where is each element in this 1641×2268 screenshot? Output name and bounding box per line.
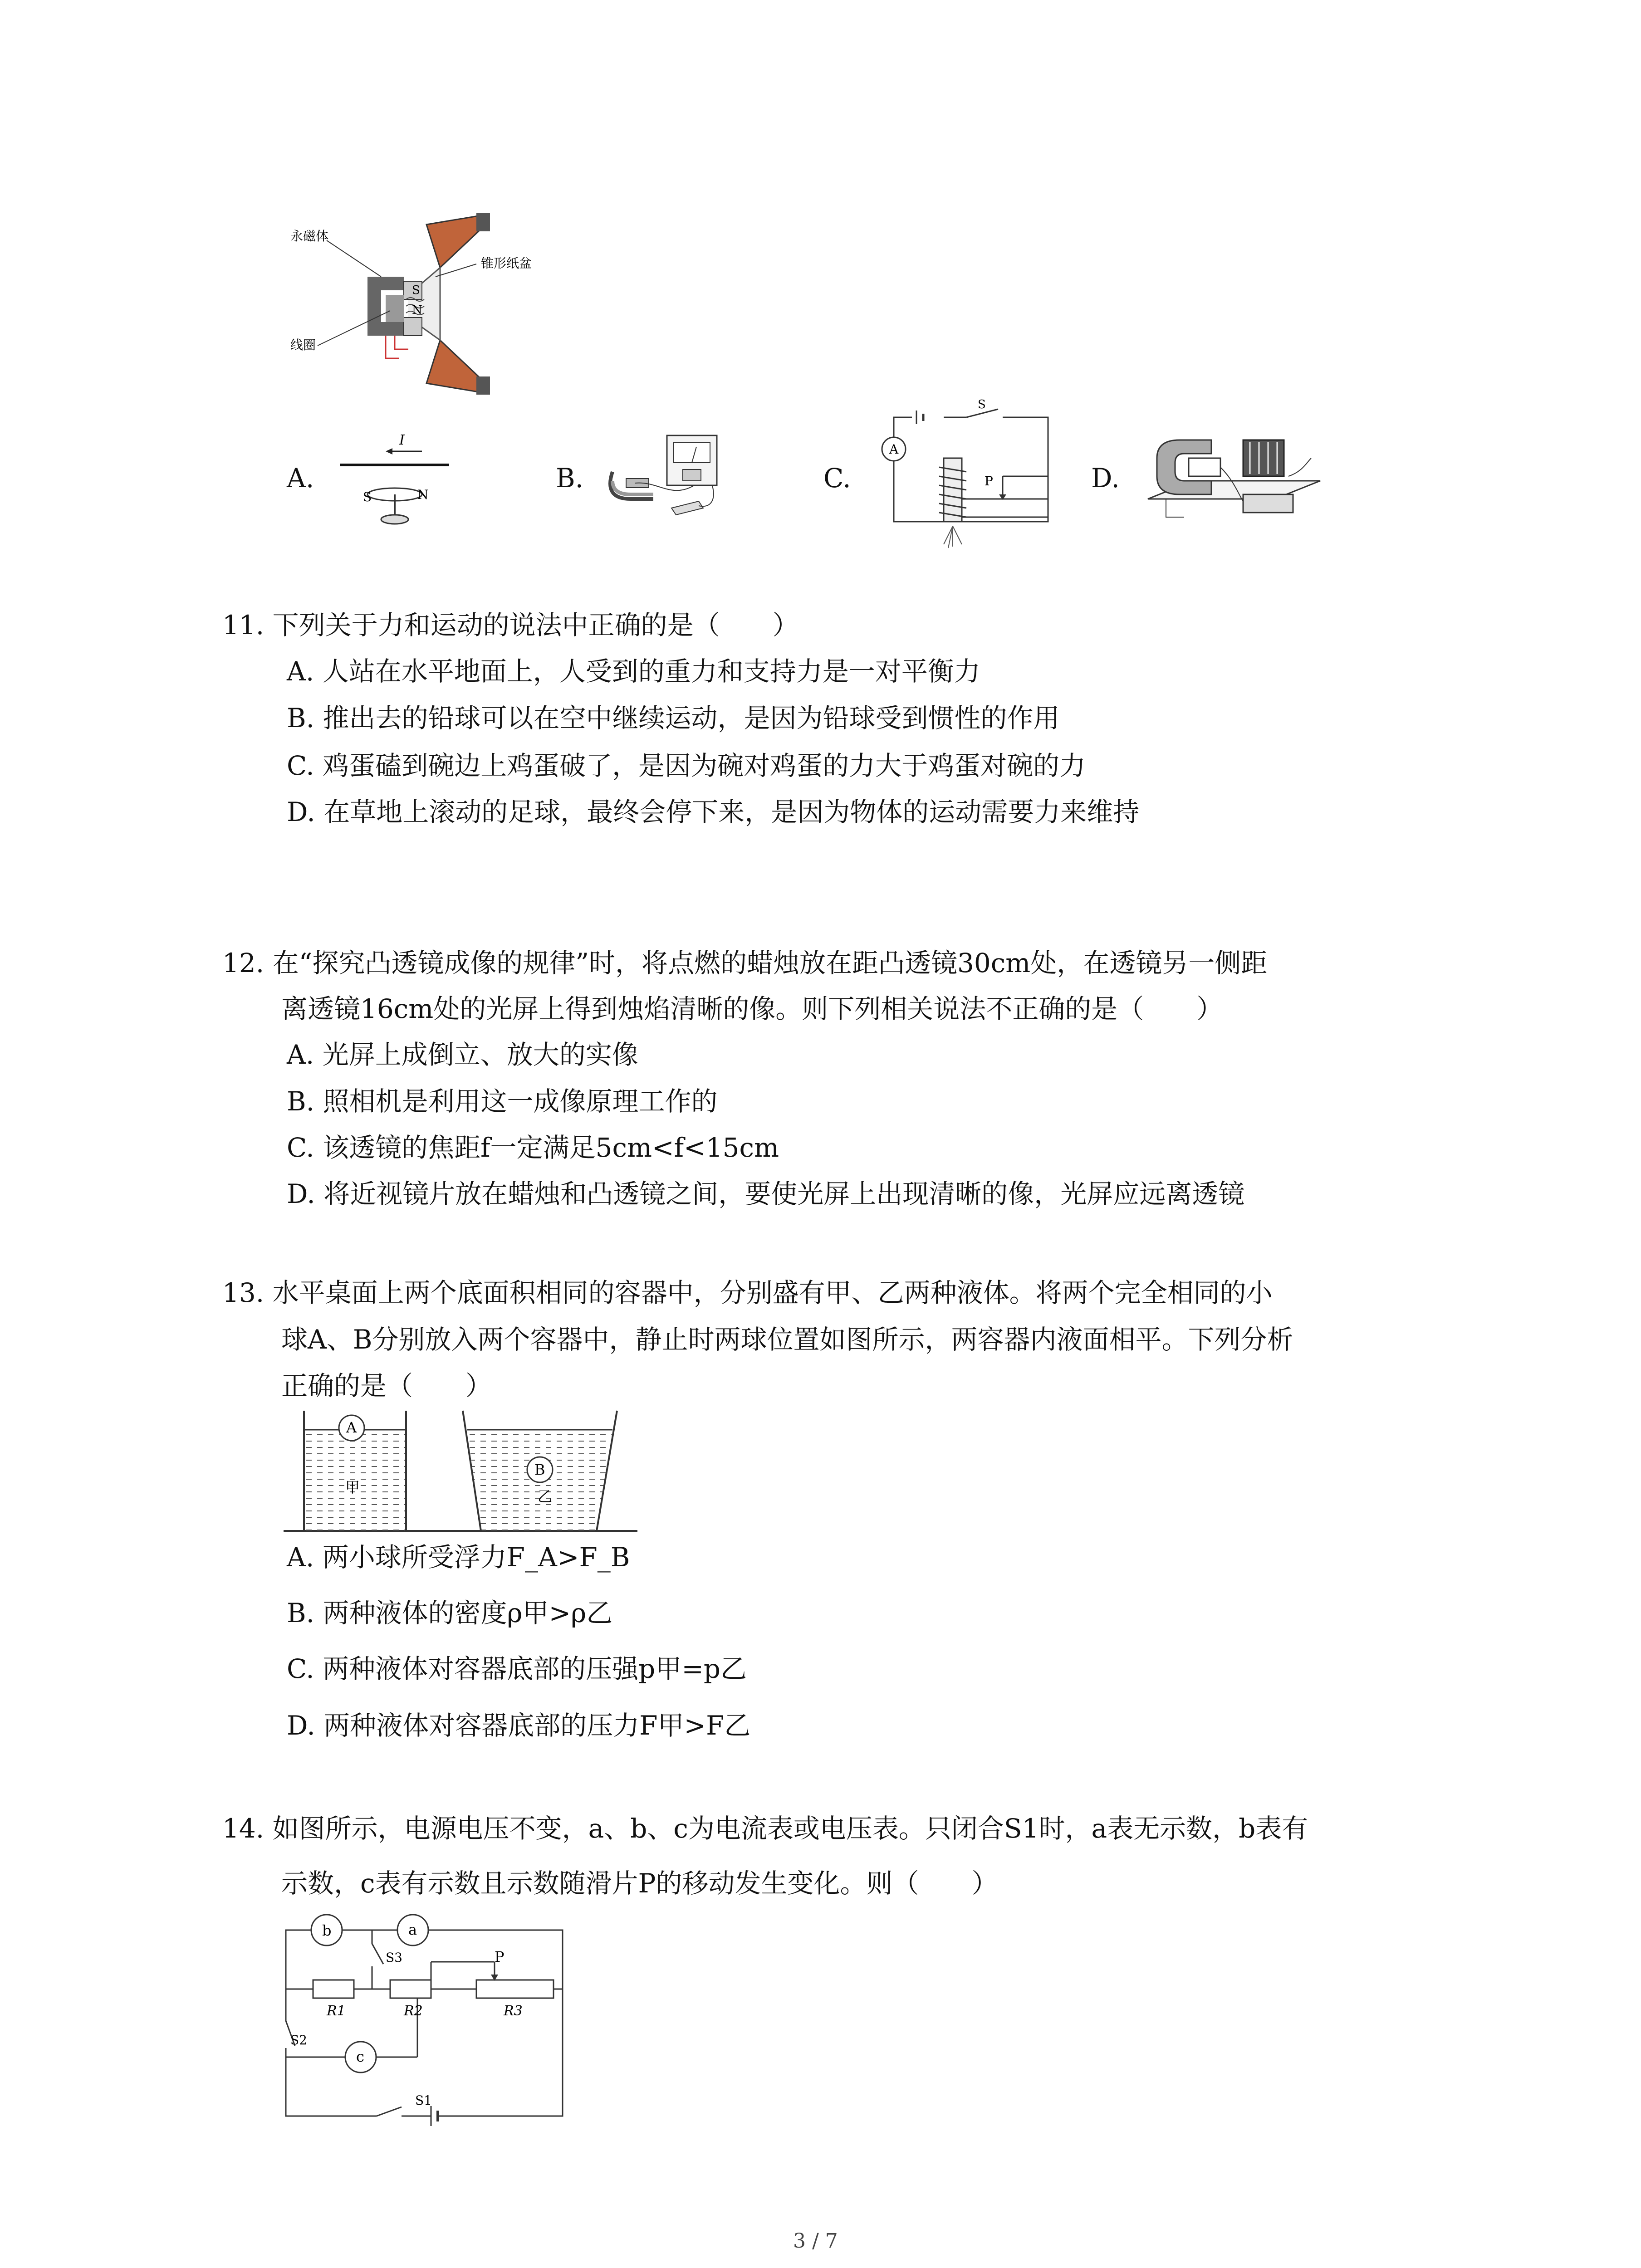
- ball-a-label: A: [346, 1419, 357, 1436]
- q12-option-d: D. 将近视镜片放在蜡烛和凸透镜之间，要使光屏上出现清晰的像，光屏应远离透镜: [287, 1178, 1245, 1209]
- q10-option-a-label: A.: [287, 463, 314, 494]
- speaker-figure: [290, 213, 532, 413]
- r3-label: R3: [504, 2003, 523, 2019]
- q11-option-a: A. 人站在水平地面上，人受到的重力和支持力是一对平衡力: [287, 656, 980, 687]
- compass-current-figure: [336, 426, 454, 535]
- q13-stem-line1: 13. 水平桌面上两个底面积相同的容器中，分别盛有甲、乙两种液体。将两个完全相同的小: [222, 1277, 1273, 1308]
- q14-stem-line1: 14. 如图所示，电源电压不变，a、b、c为电流表或电压表。只闭合S1时，a表无示数，b表有: [222, 1813, 1308, 1844]
- q10-option-c-label: C.: [823, 463, 851, 494]
- r2-label: R2: [404, 2003, 423, 2019]
- galvanometer-figure: [603, 426, 740, 535]
- q12-option-c: C. 该透镜的焦距f一定满足5cm<f<15cm: [287, 1132, 779, 1163]
- q11-option-c: C. 鸡蛋磕到碗边上鸡蛋破了，是因为碗对鸡蛋的力大于鸡蛋对碗的力: [287, 750, 1086, 781]
- slider-p-label: P: [495, 1948, 505, 1965]
- q13-stem-line3: 正确的是（ ）: [281, 1370, 492, 1401]
- n-pole-label: N: [412, 303, 422, 317]
- meter-c-label: c: [356, 2048, 364, 2065]
- meter-a-label: a: [408, 1921, 417, 1938]
- switch-s1-label: S1: [415, 2093, 432, 2108]
- q12-option-b: B. 照相机是利用这一成像原理工作的: [287, 1086, 718, 1117]
- meter-b-label: b: [322, 1922, 332, 1939]
- liquid-yi-label: 乙: [538, 1488, 553, 1505]
- q10-option-b-label: B.: [556, 463, 584, 494]
- compass-s-label: S: [363, 489, 372, 504]
- cone-label: 锥形纸盆: [481, 256, 532, 271]
- circuit-figure: [281, 1916, 572, 2130]
- s-pole-label: S: [412, 284, 420, 297]
- r1-label: R1: [327, 2003, 346, 2019]
- q13-option-c: C. 两种液体对容器底部的压强p甲=p乙: [287, 1653, 747, 1684]
- electromagnet-circuit-figure: [876, 398, 1066, 558]
- q12-stem-line1: 12. 在“探究凸透镜成像的规律”时，将点燃的蜡烛放在距凸透镜30cm处，在透镜另一侧距: [222, 948, 1268, 978]
- motor-figure: [1139, 426, 1329, 535]
- magnet-label: 永磁体: [290, 229, 329, 244]
- q11-stem: 11. 下列关于力和运动的说法中正确的是（ ）: [222, 610, 799, 640]
- q13-option-a: A. 两小球所受浮力F_A>F_B: [287, 1542, 630, 1573]
- q11-option-d: D. 在草地上滚动的足球，最终会停下来，是因为物体的运动需要力来维持: [287, 797, 1140, 827]
- coil-label: 线圈: [290, 337, 316, 352]
- switch-s3-label: S3: [386, 1950, 402, 1965]
- current-label: I: [399, 432, 405, 448]
- q13-option-d: D. 两种液体对容器底部的压力F甲>F乙: [287, 1710, 751, 1741]
- compass-n-label: N: [417, 487, 429, 502]
- switch-s2-label: S2: [290, 2033, 307, 2048]
- q13-stem-line2: 球A、B分别放入两个容器中，静止时两球位置如图所示，两容器内液面相平。下列分析: [281, 1324, 1293, 1355]
- containers-figure: [284, 1406, 647, 1538]
- ball-b-label: B: [534, 1461, 545, 1478]
- slider-p-label: P: [985, 474, 993, 489]
- q12-option-a: A. 光屏上成倒立、放大的实像: [287, 1039, 638, 1070]
- liquid-jia-label: 甲: [345, 1479, 360, 1496]
- q14-stem-line2: 示数，c表有示数且示数随滑片P的移动发生变化。则（ ）: [281, 1868, 998, 1899]
- switch-s-label: S: [978, 398, 986, 411]
- page-number: 3 / 7: [793, 2229, 838, 2253]
- q12-stem-line2: 离透镜16cm处的光屏上得到烛焰清晰的像。则下列相关说法不正确的是（ ）: [281, 993, 1223, 1024]
- q10-option-d-label: D.: [1091, 463, 1120, 494]
- q13-option-b: B. 两种液体的密度ρ甲>ρ乙: [287, 1598, 613, 1628]
- ammeter-label: A: [889, 442, 899, 457]
- q11-option-b: B. 推出去的铅球可以在空中继续运动，是因为铅球受到惯性的作用: [287, 703, 1060, 733]
